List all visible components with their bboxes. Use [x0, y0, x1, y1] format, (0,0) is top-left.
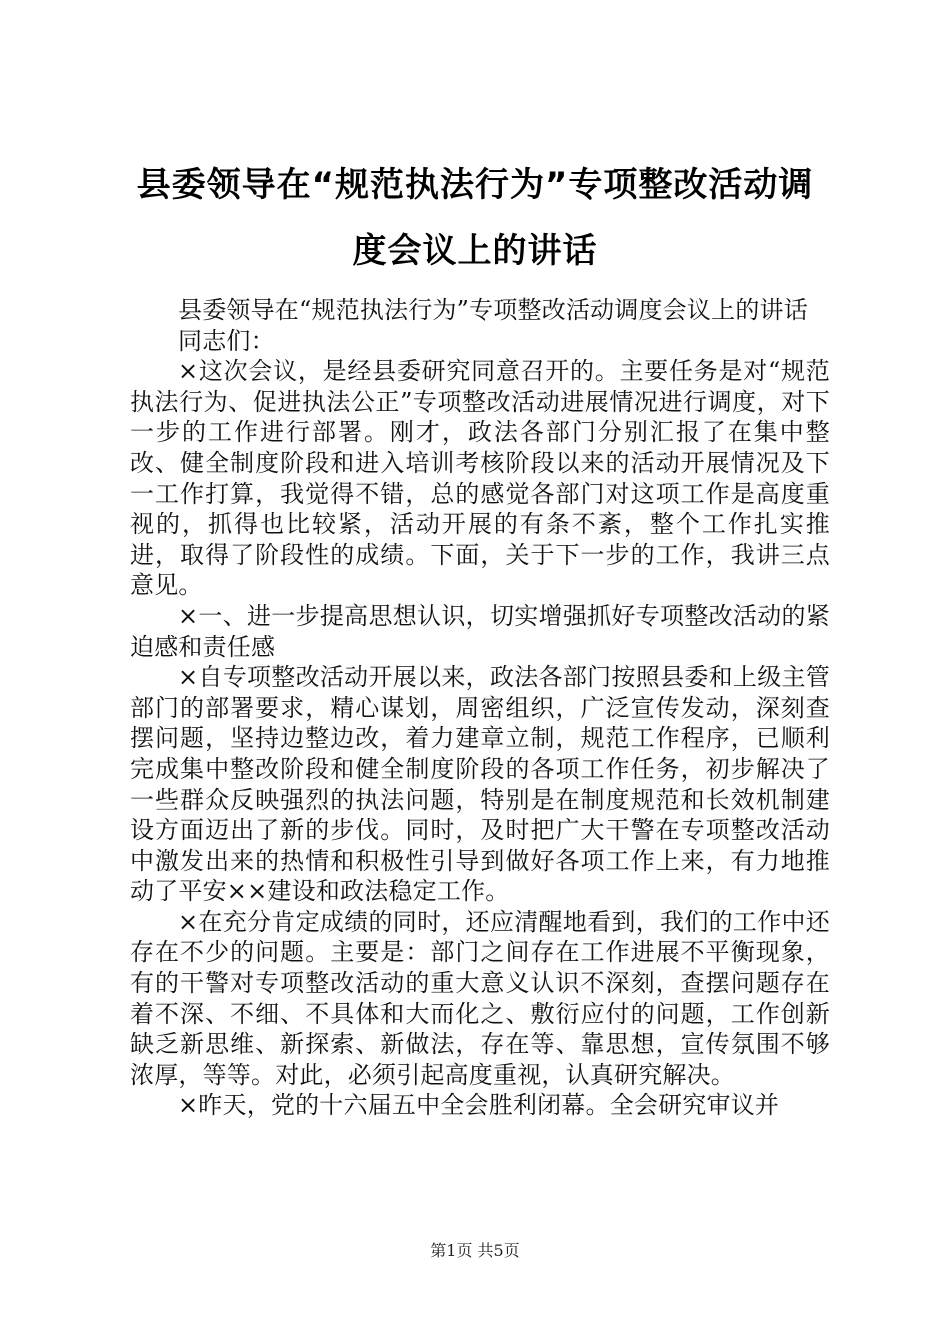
paragraph: ×昨天，党的十六届五中全会胜利闭幕。全会研究审议并	[178, 1091, 780, 1120]
section-heading: ×一、进一步提高思想认识，切实增强抓好专项整改活动的紧迫感和责任感	[130, 601, 830, 661]
paragraph: ×这次会议，是经县委研究同意召开的。主要任务是对“规范执法行为、促进执法公正”专项整改活动进展情况进行调度，对下一步的工作进行部署。刚才，政法各部门分别汇报了在集中整改、健全制度阶段和进入培训考核阶段以来的活动开展情况及下一工作打算，我觉得不错，总的感觉各部门对这项工作是高度重视的，抓得也比较紧，活动开展的有条不紊，整个工作扎实推进，取得了阶段性的成绩。下面，关于下一步的工作，我讲三点意见。	[130, 357, 830, 600]
paragraph: ×自专项整改活动开展以来，政法各部门按照县委和上级主管部门的部署要求，精心谋划，周密组织，广泛宣传发动，深刻查摆问题，坚持边整边改，着力建章立制，规范工作程序，已顺利完成集中整改阶段和健全制度阶段的各项工作任务，初步解决了一些群众反映强烈的执法问题，特别是在制度规范和长效机制建设方面迈出了新的步伐。同时，及时把广大干警在专项整改活动中激发出来的热情和积极性引导到做好各项工作上来，有力地推动了平安××建设和政法稳定工作。	[130, 663, 830, 906]
title-line-1: 县委领导在“规范执法行为”专项整改活动调	[136, 165, 814, 205]
document-body	[130, 295, 830, 1121]
paragraph-subtitle: 县委领导在“规范执法行为”专项整改活动调度会议上的讲话	[178, 296, 808, 324]
paragraph: ×在充分肯定成绩的同时，还应清醒地看到，我们的工作中还存在不少的问题。主要是：部门之间存在工作进展不平衡现象，有的干警对专项整改活动的重大意义认识不深刻，查摆问题存在着不深、不细、不具体和大而化之、敷衍应付的问题，工作创新缺乏新思维、新探索、新做法，存在等、靠思想，宣传氛围不够浓厚，等等。对此，必须引起高度重视，认真研究解决。	[130, 907, 830, 1089]
paragraph-salutation: 同志们：	[178, 326, 275, 355]
document-title	[110, 152, 840, 284]
title-line-2: 度会议上的讲话	[352, 231, 598, 271]
page-number-footer: 第1页 共5页	[430, 1241, 520, 1260]
